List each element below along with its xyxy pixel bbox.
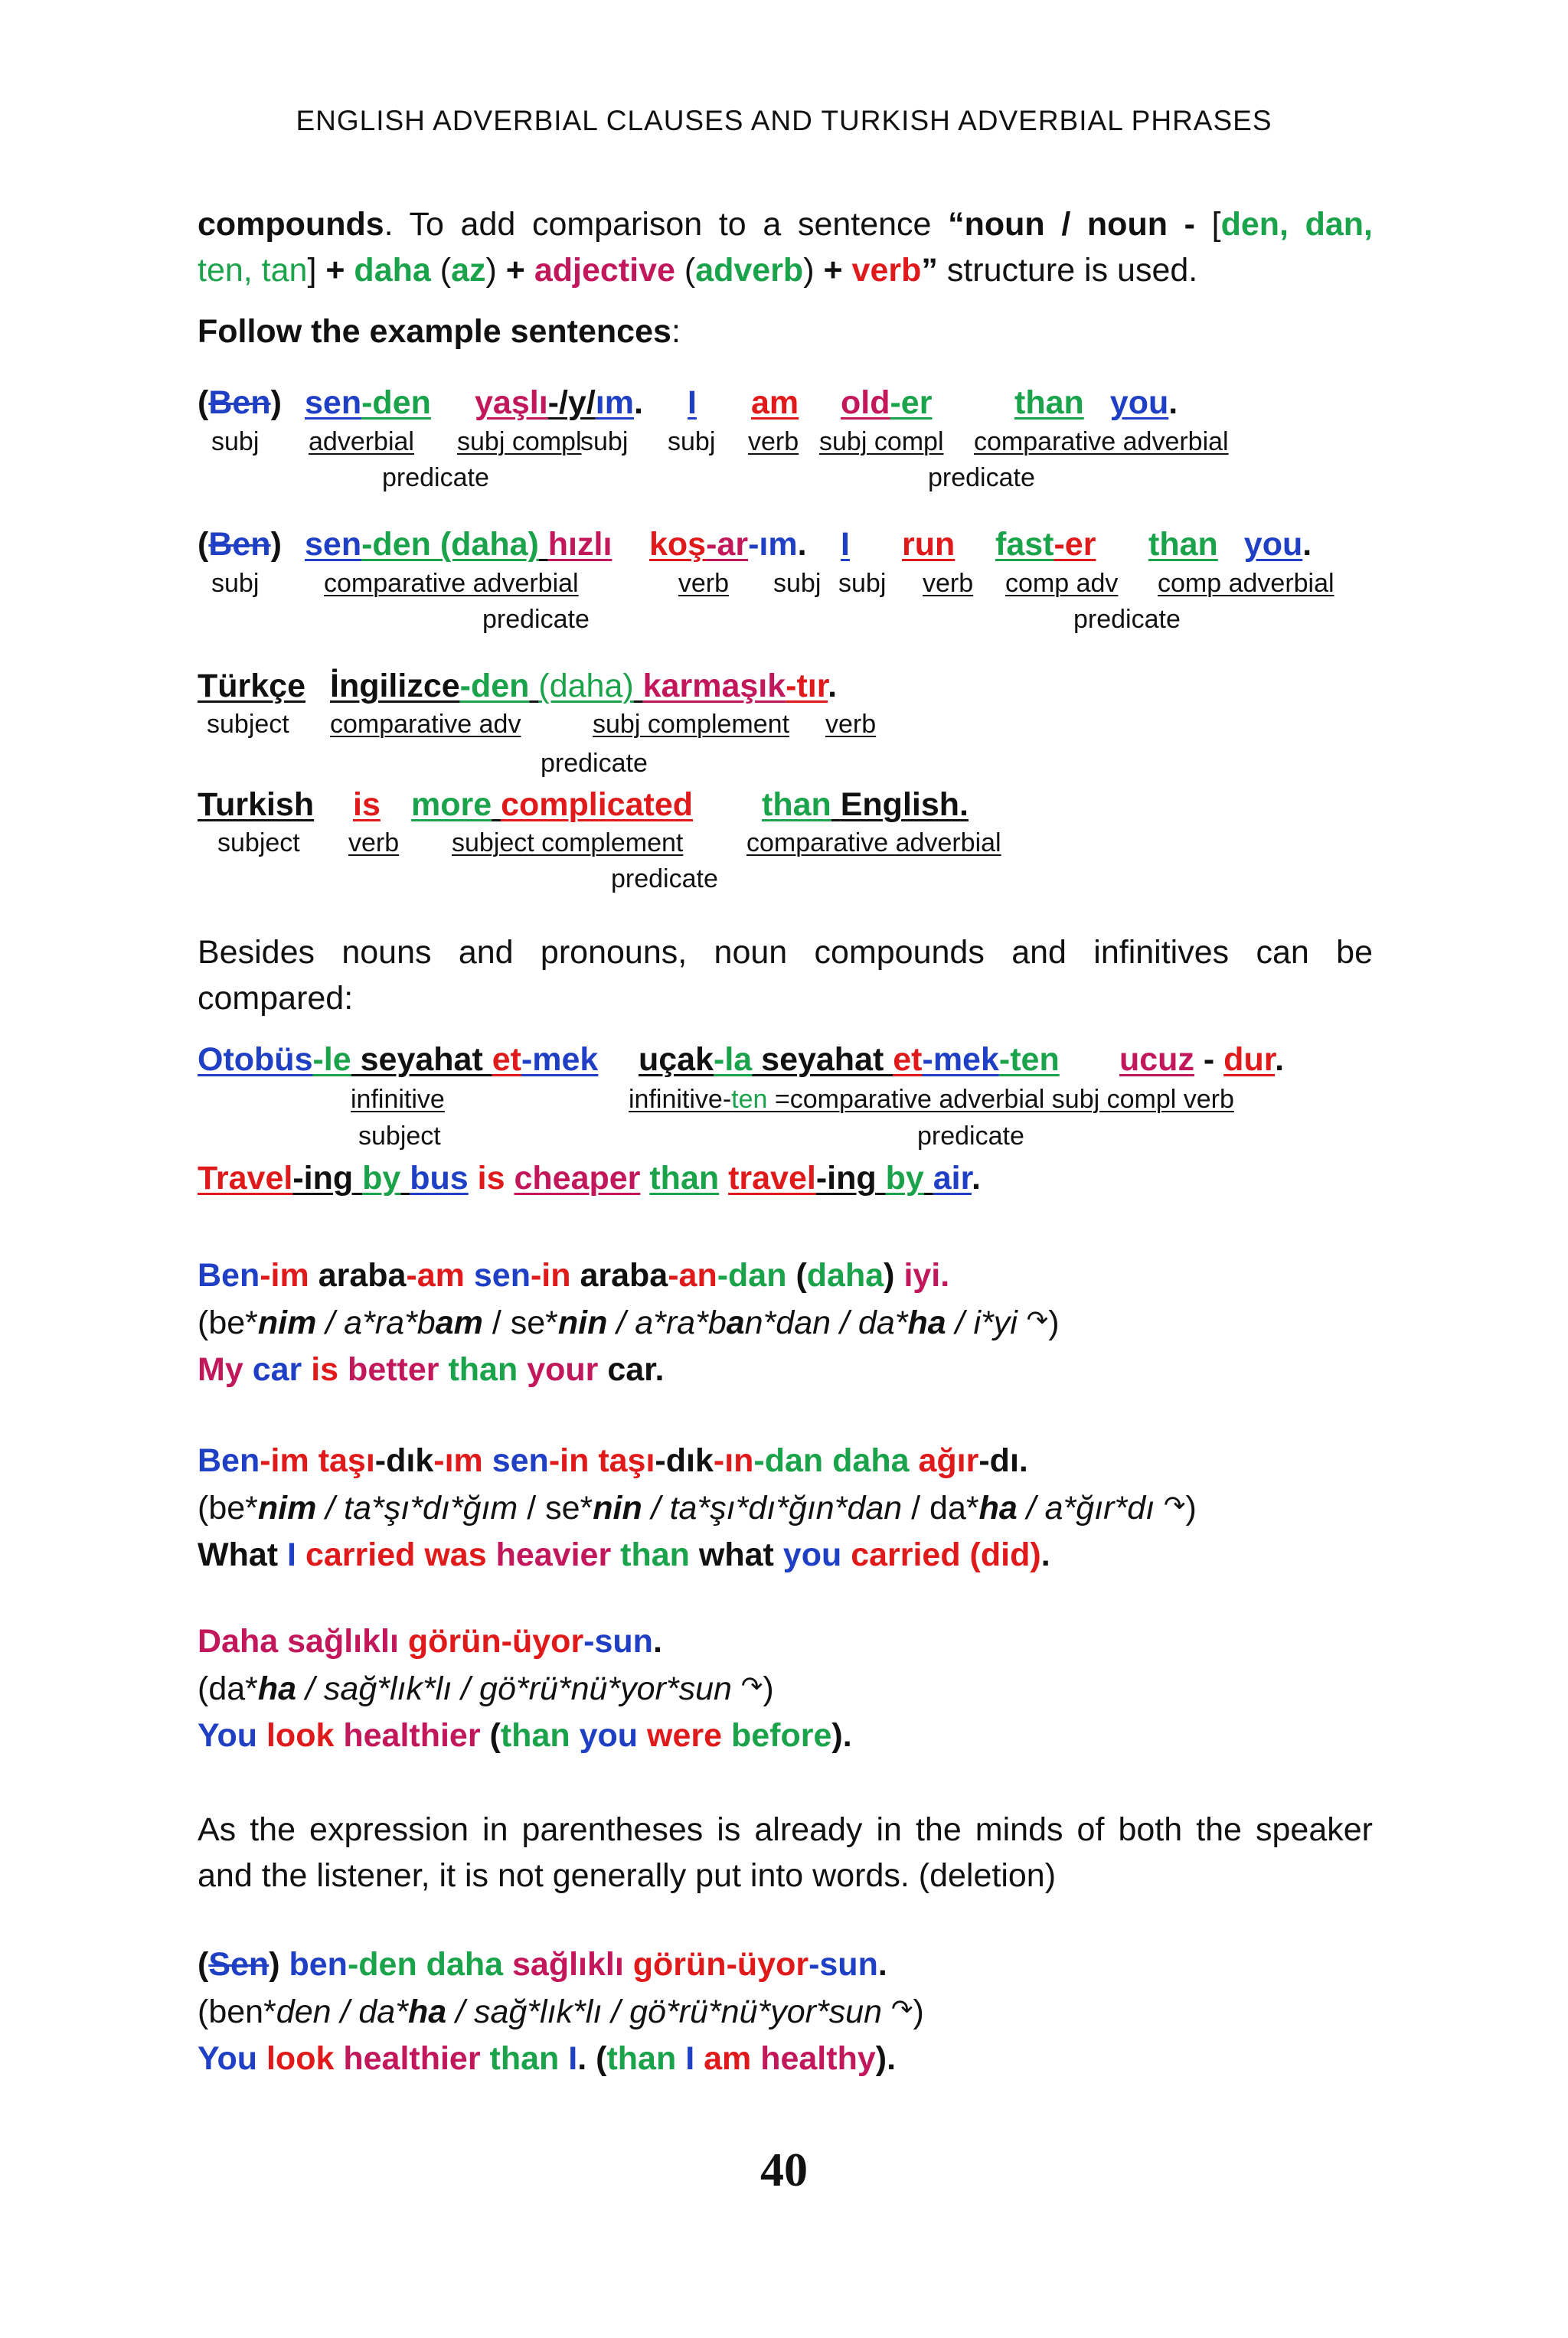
gloss: subject: [207, 710, 289, 739]
example-6-english: My car is better than your car.: [198, 1351, 665, 1388]
term-daha: daha: [354, 252, 431, 289]
gloss: verb: [348, 828, 400, 857]
gloss: subject complement: [452, 828, 684, 857]
gloss: subj compl: [819, 427, 944, 456]
example-4-adverbial: than English.: [762, 786, 969, 823]
gloss-predicate: predicate: [611, 864, 718, 893]
gloss: subj: [580, 427, 629, 456]
example-1-english-adverbial: than you.: [1014, 384, 1178, 421]
suffix-ten-tan: ten, tan: [198, 252, 308, 289]
gloss-predicate: predicate: [541, 749, 648, 778]
gloss-predicate: predicate: [917, 1122, 1024, 1151]
example-5-predicate: ucuz - dur.: [1119, 1041, 1285, 1078]
gloss: subj compl: [457, 427, 582, 456]
gloss: adverbial: [309, 427, 414, 456]
example-6-pronunciation: (be*nim / a*ra*bam / se*nin / a*ra*ban*dan / da*ha / i*yi ↷): [198, 1305, 1060, 1341]
gloss: verb: [678, 569, 729, 598]
example-3-predicate: İngilizce-den (daha) karmaşık-tır.: [330, 668, 838, 704]
term-adjective: adjective: [534, 252, 675, 289]
intro-line-2: ten, tan] + daha (az) + adjective (adverb) + verb” structure is used.: [198, 252, 1198, 289]
example-2-turkish: (Ben): [198, 526, 282, 563]
section-heading: Follow the example sentences:: [198, 313, 681, 350]
gloss: comparative adv: [330, 710, 521, 739]
gloss: infinitive-ten =comparative adverbial subj compl verb: [629, 1085, 1234, 1114]
gloss: verb: [923, 569, 974, 598]
example-9-pronunciation: (ben*den / da*ha / sağ*lık*lı / gö*rü*nü*yor*sun ↷): [198, 1994, 924, 2030]
example-1-english-verb: am: [751, 384, 799, 421]
page-number: 40: [760, 2144, 808, 2196]
example-6-turkish: Ben-im araba-am sen-in araba-an-dan (daha) iyi.: [198, 1257, 950, 1294]
example-3-subject: Türkçe: [198, 668, 306, 704]
example-7-english: What I carried was heavier than what you carried (did).: [198, 1536, 1050, 1573]
term-adverb: adverb: [695, 252, 804, 289]
intro-line-1: compounds. To add comparison to a sentence “noun / noun - [den, dan,: [198, 206, 1373, 243]
example-8-english: You look healthier (than you were before).: [198, 1717, 852, 1754]
gloss: comparative adverbial: [746, 828, 1001, 857]
suffix-den-dan: den, dan,: [1220, 206, 1373, 243]
gloss-subject: subject: [358, 1122, 441, 1151]
example-4-verb: is: [353, 786, 381, 823]
gloss: subj: [668, 427, 716, 456]
intro-paragraph: [198, 201, 1373, 293]
intonation-icon: ↷: [740, 1672, 763, 1701]
example-2-english-verb: run: [902, 526, 956, 563]
example-4-subject: Turkish: [198, 786, 315, 823]
gloss: infinitive: [351, 1085, 445, 1114]
gloss-predicate: predicate: [1073, 605, 1181, 634]
example-9-english: You look healthier than I. (than I am healthy).: [198, 2040, 897, 2077]
example-1-turkish: (Ben): [198, 384, 282, 421]
gloss: comp adv: [1005, 569, 1119, 598]
gloss: subj: [211, 427, 260, 456]
example-1-english-subject: I: [688, 384, 697, 421]
gloss: subj: [773, 569, 822, 598]
example-7-pronunciation: (be*nim / ta*şı*dı*ğım / se*nin / ta*şı*dı*ğın*dan / da*ha / a*ğır*dı ↷): [198, 1490, 1197, 1527]
gloss-predicate: predicate: [382, 463, 489, 492]
example-7-turkish: Ben-im taşı-dık-ım sen-in taşı-dık-ın-dan daha ağır-dı.: [198, 1442, 1028, 1479]
example-5-turkish: Otobüs-le seyahat et-mek: [198, 1041, 599, 1078]
example-4-complement: more complicated: [411, 786, 694, 823]
gloss: subj complement: [593, 710, 790, 739]
example-8-pronunciation: (da*ha / sağ*lık*lı / gö*rü*nü*yor*sun ↷): [198, 1670, 774, 1707]
example-5-english: Travel-ing by bus is cheaper than travel-ing by air.: [198, 1160, 981, 1197]
example-1-phrase: sen-den: [305, 384, 431, 421]
gloss: subject: [217, 828, 300, 857]
intonation-icon: ↷: [1164, 1491, 1186, 1520]
gloss: comparative adverbial: [974, 427, 1229, 456]
gloss: subj: [838, 569, 887, 598]
paragraph-deletion: As the expression in parentheses is already in the minds of both the speaker and the listener, it is not generally put into words. (deletion): [198, 1811, 1373, 1894]
term-verb: verb: [851, 252, 922, 289]
intonation-icon: ↷: [890, 1995, 913, 2024]
gloss: comparative adverbial: [324, 569, 579, 598]
gloss: subj: [211, 569, 260, 598]
example-1-english-complement: old-er: [841, 384, 933, 421]
example-2-english-adverb: fast-er: [995, 526, 1096, 563]
gloss-predicate: predicate: [482, 605, 590, 634]
example-2-phrase: sen-den (daha) hızlı: [305, 526, 612, 563]
example-2-verb: koş-ar-ım.: [649, 526, 807, 563]
paragraph-infinitives: Besides nouns and pronouns, noun compounds and infinitives can be compared:: [198, 934, 1373, 1017]
example-2-english-subject: I: [841, 526, 850, 563]
gloss: verb: [825, 710, 877, 739]
gloss: comp adverbial: [1158, 569, 1334, 598]
example-2-english-adverbial: than you.: [1148, 526, 1312, 563]
example-9-turkish: (Sen) ben-den daha sağlıklı görün-üyor-sun.: [198, 1946, 887, 1983]
gloss: verb: [748, 427, 799, 456]
example-5-comparative: uçak-la seyahat et-mek-ten: [639, 1041, 1060, 1078]
example-8-turkish: Daha sağlıklı görün-üyor-sun.: [198, 1623, 662, 1660]
gloss-predicate: predicate: [928, 463, 1035, 492]
intonation-icon: ↷: [1026, 1306, 1049, 1335]
term-compounds: compounds: [198, 206, 384, 243]
example-1-complement: yaşlı-/y/ım.: [475, 384, 643, 421]
running-header: ENGLISH ADVERBIAL CLAUSES AND TURKISH ADVERBIAL PHRASES: [296, 105, 1272, 136]
